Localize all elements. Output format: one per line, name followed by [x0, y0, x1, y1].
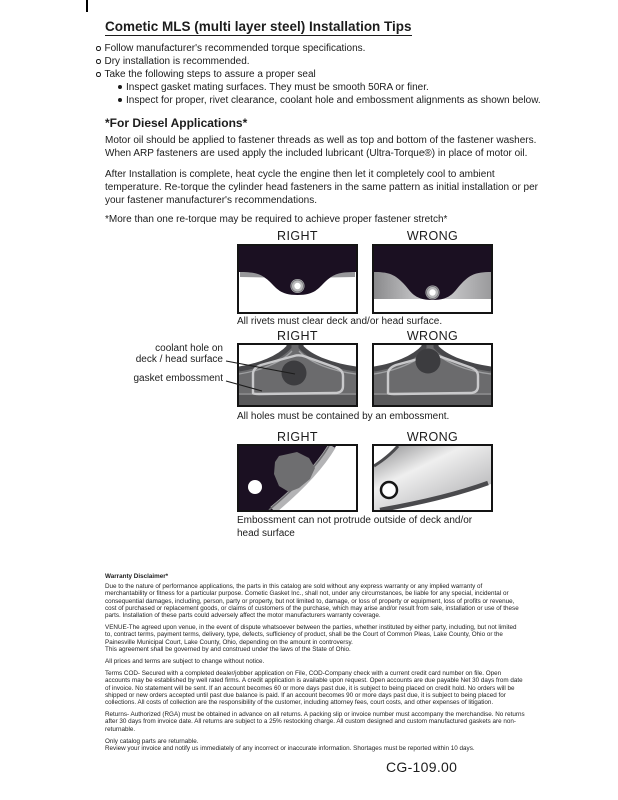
wrong-label: WRONG	[406, 430, 459, 444]
coolant-hole-icon	[416, 349, 441, 374]
diagram-rivet-right	[237, 244, 358, 314]
gasket-bottom-band	[239, 395, 356, 405]
diagram-rivet-wrong	[372, 244, 493, 314]
open-bullet-icon	[96, 46, 101, 51]
wrong-label: WRONG	[406, 229, 459, 243]
embossment-right-illustration	[239, 345, 356, 405]
list-sub-item	[96, 81, 546, 94]
open-bullet-icon	[96, 72, 101, 77]
rivet-right-illustration	[239, 246, 356, 312]
protrude-wrong-illustration	[374, 446, 491, 510]
rivet-wrong-illustration	[374, 246, 491, 312]
list-sub-item	[96, 94, 546, 107]
open-bullet-icon	[96, 59, 101, 64]
list-item	[96, 42, 546, 55]
diesel-applications-heading: *For Diesel Applications*	[105, 116, 248, 130]
disclaimer-paragraph: Due to the nature of performance applications, the parts in this catalog are sold without any express warranty or any implied warranty of merchantability or fitness for a particular purpose. Cometic Gasket Inc., shall not, under any circumstances, be liable for any special, incidental or consequential damages, including, person, party or property, but not limited to, damage, or loss of property or equipment, loss of profits or revenue, cost of purchased or replacement goods, or claims of customers of the purchase, which may arise and/or result from sale, installation or use of these parts. Installation of these parts could adversely affect the motor manufacturers warranty coverage.	[105, 583, 519, 620]
list-item-text: Follow manufacturer's recommended torque specifications.	[104, 43, 366, 54]
diagram-protrude-wrong	[372, 444, 493, 512]
protrude-right-illustration	[239, 446, 356, 510]
installation-tips-list	[96, 42, 546, 107]
embossment-callout: gasket embossment	[133, 373, 223, 384]
warranty-disclaimer	[105, 573, 525, 752]
list-item-text: Dry installation is recommended.	[104, 56, 250, 67]
disclaimer-paragraph: Returns- Authorized (RGA) must be obtained in advance on all returns. A packing slip or invoice number must accompany the merchandise. No returns after 30 days from invoice date. All returns are subject to a 25% restocking charge. All custom designed and custom manufactured gaskets are non-returnable.	[105, 711, 525, 733]
right-label: RIGHT	[277, 329, 318, 343]
diesel-paragraph-1: Motor oil should be applied to fastener threads as well as top and bottom of the fastener washers. When ARP fasteners are used apply the included lubricant (Ultra-Torque®) in place of motor oil.	[105, 135, 537, 159]
diagram-protrude-right	[237, 444, 358, 512]
page-title-text: Cometic MLS (multi layer steel) Installation Tips	[105, 19, 412, 34]
gasket-bottom-band	[374, 395, 491, 405]
bolt-hole-icon	[381, 482, 397, 498]
disclaimer-paragraph: Terms COD- Secured with a completed dealer/jobber application on File, COD-Company check with a current credit card number on file. Open accounts may be established by well rated firms. A credit application is available upon request. Open accounts are due payable Net 30 days from date of invoice. No statement will be sent. If an account becomes 60 or more days past due, it is subject to being placed on credit hold. No orders will be shipped or new orders accepted until past due balance is paid. If an account becomes 90 or more days past due, it is subject to being placed for collections. All costs of collection are the responsibility of the customer, including attorney fees, court costs, and other expenses of litigation.	[105, 670, 523, 707]
right-label: RIGHT	[277, 229, 318, 243]
bullet-icon	[118, 98, 122, 102]
protrude-caption: Embossment can not protrude outside of deck and/or head surface	[237, 515, 473, 539]
list-item	[96, 68, 546, 81]
disclaimer-paragraph: Review your invoice and notify us immediately of any incorrect or inaccurate information. Shortages must be reported within 10 days.	[105, 745, 475, 753]
diesel-paragraph-2: After Installation is complete, heat cycle the engine then let it completely cool to ambient temperature. Re-torque the cylinder head fasteners in the same pattern as initial installation or per your fastener manufacturer's recommendations.	[105, 169, 539, 206]
diagram-embossment-wrong	[372, 343, 493, 407]
diagram-embossment-right	[237, 343, 358, 407]
disclaimer-paragraph: VENUE-The agreed upon venue, in the event of dispute whatsoever between the parties, whether instituted by either party, including, but not limited to, contract terms, payment terms, delivery, type, defects, sufficiency of product, shall be the Court of Common Pleas, Lake County, Ohio or the Painesville Municipal Court, Lake County, Ohio, depending on the amount in controversy.	[105, 624, 517, 646]
rivet-caption: All rivets must clear deck and/or head surface.	[237, 316, 443, 327]
right-label: RIGHT	[277, 430, 318, 444]
list-item-text: Take the following steps to assure a proper seal	[104, 69, 316, 80]
warranty-disclaimer-heading: Warranty Disclaimer*	[105, 573, 169, 580]
bullet-icon	[118, 85, 122, 89]
retorque-note: *More than one re-torque may be required to achieve proper fastener stretch*	[105, 214, 448, 225]
crop-mark	[86, 0, 88, 12]
list-item	[96, 55, 546, 68]
disclaimer-paragraph: Only catalog parts are returnable.	[105, 737, 199, 745]
callout-text: deck / head surface	[135, 353, 223, 365]
disclaimer-paragraph: All prices and terms are subject to change without notice.	[105, 658, 265, 666]
embossment-wrong-illustration	[374, 345, 491, 405]
document-code: CG-109.00	[386, 759, 458, 775]
coolant-hole-icon	[282, 361, 307, 386]
bolt-hole-icon	[248, 480, 262, 494]
wrong-label: WRONG	[406, 329, 459, 343]
coolant-hole-callout	[95, 344, 223, 365]
callout-text: coolant hole on	[155, 343, 223, 354]
disclaimer-paragraph: This agreement shall be governed by and construed under the laws of the State of Ohio.	[105, 645, 351, 653]
embossment-caption: All holes must be contained by an embossment.	[237, 411, 450, 422]
list-item-text: Inspect gasket mating surfaces. They must be smooth 50RA or finer.	[126, 82, 429, 93]
list-item-text: Inspect for proper, rivet clearance, coolant hole and embossment alignments as shown below.	[126, 95, 541, 106]
page-title	[105, 19, 412, 34]
